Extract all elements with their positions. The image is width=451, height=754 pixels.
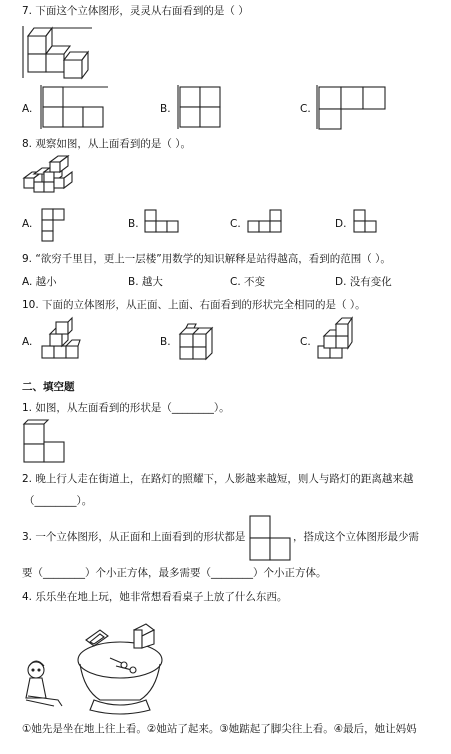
f4-bottom-line: ①她先是坐在地上往上看。②她站了起来。③她踮起了脚尖往上看。④最后，她让妈妈 [22,723,417,735]
q9-option-b[interactable]: B. 越大 [128,276,163,288]
q9-option-c[interactable]: C. 不变 [230,276,266,288]
f1-question: 1. 如图，从左面看到的形状是（________）。 [22,402,230,414]
section-title-fill-in: 二、填空题 [22,381,75,393]
q7-option-a-figure[interactable] [36,83,111,131]
f1-solid-figure [22,420,66,464]
f3-shape-figure [246,514,294,564]
q10-option-c-figure[interactable] [316,320,356,362]
f2-question-line2: （________）。 [24,495,93,507]
f4-question: 4. 乐乐坐在地上玩，她非常想看看桌子上放了什么东西。 [22,591,288,603]
q10-option-b-figure[interactable] [176,322,216,362]
f4-illustration [20,612,170,716]
f2-question-line1: 2. 晚上行人走在街道上，在路灯的照耀下，人影越来越短，则人与路灯的距离越来越 [22,473,414,485]
q8-solid-figure [22,158,76,194]
q9-question: 9. “欲穷千里目，更上一层楼”用数学的知识解释是站得越高，看到的范围（ ）。 [22,253,391,265]
q8-question: 8. 观察如图，从上面看到的是（ ）。 [22,138,191,150]
q10-option-a-figure[interactable] [40,320,82,362]
f3-question-right: ，搭成这个立体图形最少需 [293,531,419,543]
q8-option-c-figure[interactable] [246,208,286,238]
q7-option-b-label[interactable]: B. [160,103,171,115]
q8-option-d-figure[interactable] [352,208,382,238]
q9-option-d[interactable]: D. 没有变化 [335,276,392,288]
f3-question-line2: 要（________）个小正方体，最多需要（________）个小正方体。 [22,567,327,579]
q7-option-c-label[interactable]: C. [300,103,311,115]
q8-option-b-figure[interactable] [143,208,183,238]
q7-option-c-figure[interactable] [313,83,393,131]
q7-option-b-figure[interactable] [174,83,230,131]
q10-option-c-label[interactable]: C. [300,336,311,348]
q8-option-c-label[interactable]: C. [230,218,241,230]
q10-option-a-label[interactable]: A. [22,336,33,348]
q7-question: 7. 下面这个立体图形，灵灵从右面看到的是（ ） [22,5,249,17]
f3-question-left: 3. 一个立体图形，从正面和上面看到的形状都是 [22,531,246,543]
q7-solid-figure [22,24,102,80]
q10-question: 10. 下面的立体图形，从正面、上面、右面看到的形状完全相同的是（ ）。 [22,299,366,311]
q8-option-a-label[interactable]: A. [22,218,33,230]
q8-option-d-label[interactable]: D. [335,218,347,230]
q9-option-a[interactable]: A. 越小 [22,276,57,288]
q8-option-b-label[interactable]: B. [128,218,139,230]
q7-option-a-label[interactable]: A. [22,103,33,115]
q10-option-b-label[interactable]: B. [160,336,171,348]
q8-option-a-figure[interactable] [40,207,70,243]
